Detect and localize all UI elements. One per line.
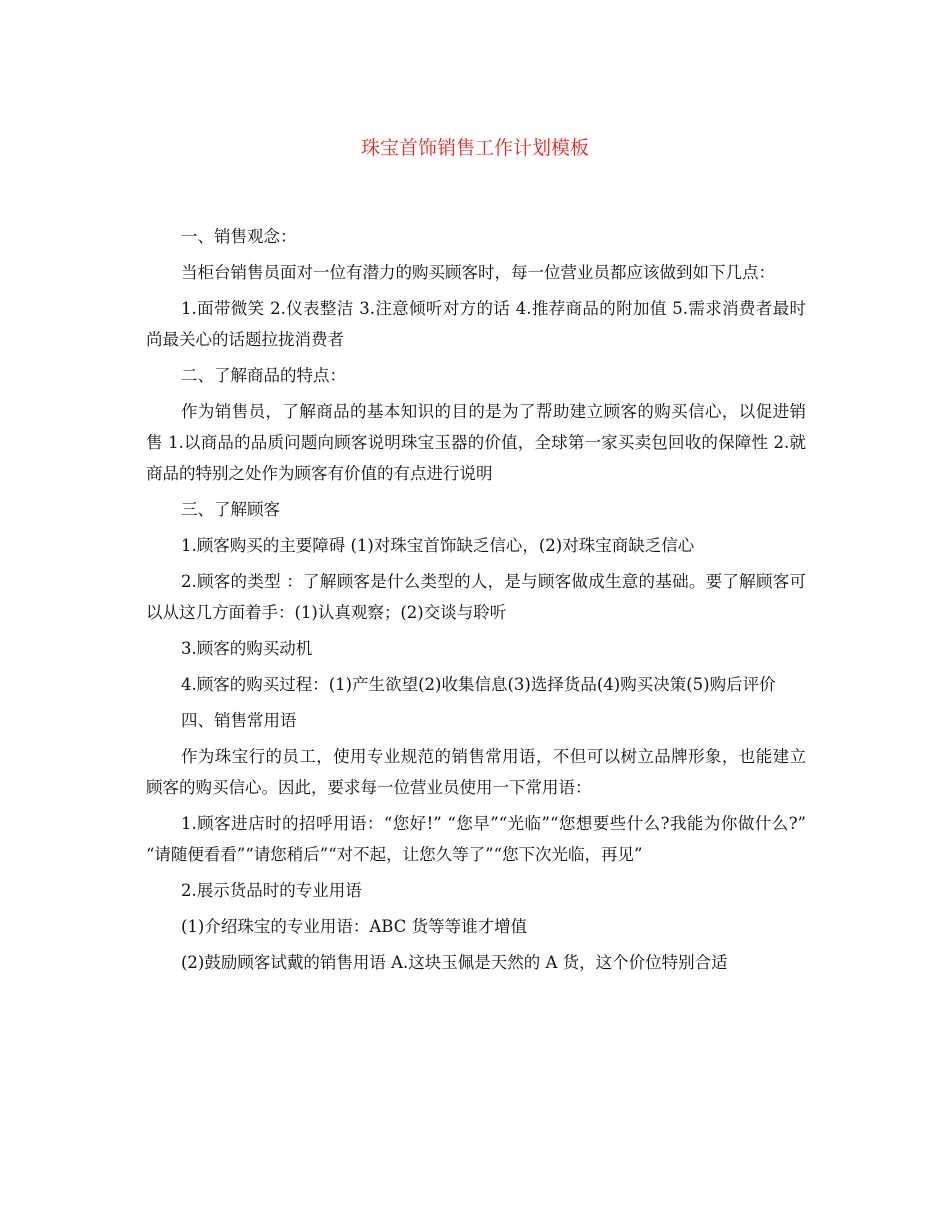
section-heading-sales-phrases: 四、销售常用语 (181, 711, 297, 730)
paragraph: 4.顾客的购买过程：(1)产生欲望(2)收集信息(3)选择货品(4)购买决策(5)购后评价 (181, 675, 776, 694)
paragraph: 作为销售员，了解商品的基本知识的目的是为了帮助建立顾客的购买信心，以促进销售 1.以商品的品质问题向顾客说明珠宝玉器的价值，全球第一家买卖包回收的保障性 2.就商品的特别之处作为顾客有价值的有点进行说明 (146, 402, 806, 483)
paragraph: (1)介绍珠宝的专业用语：ABC 货等等谁才增值 (181, 917, 528, 936)
paragraph: 2.顾客的类型 ：了解顾客是什么类型的人，是与顾客做成生意的基础。要了解顾客可以从这几方面着手：(1)认真观察；(2)交谈与聆听 (146, 572, 806, 622)
document-body (146, 221, 806, 978)
document-title: 珠宝首饰销售工作计划模板 (360, 137, 589, 159)
paragraph: 3.顾客的购买动机 (181, 639, 313, 658)
paragraph: 2.展示货品时的专业用语 (181, 881, 362, 900)
paragraph: 1.顾客进店时的招呼用语：“您好!” “您早”“光临”“您想要些什么?我能为你做什么?” “请随便看看”“请您稍后”“对不起，让您久等了”“您下次光临，再见” (146, 814, 806, 864)
paragraph: (2)鼓励顾客试戴的销售用语 A.这块玉佩是天然的 A 货，这个价位特别合适 (181, 953, 728, 972)
paragraph: 1.面带微笑 2.仪表整洁 3.注意倾听对方的话 4.推荐商品的附加值 5.需求消费者最时尚最关心的话题拉拢消费者 (146, 299, 806, 349)
paragraph: 作为珠宝行的员工，使用专业规范的销售常用语，不但可以树立品牌形象，也能建立顾客的购买信心。因此，要求每一位营业员使用一下常用语： (146, 747, 806, 797)
paragraph: 1.顾客购买的主要障碍 (1)对珠宝首饰缺乏信心，(2)对珠宝商缺乏信心 (181, 536, 695, 555)
section-heading-know-customers: 三、了解顾客 (181, 500, 280, 519)
section-heading-sales-concept: 一、销售观念： (181, 227, 297, 246)
paragraph: 当柜台销售员面对一位有潜力的购买顾客时，每一位营业员都应该做到如下几点： (181, 263, 775, 282)
section-heading-product-features: 二、了解商品的特点： (181, 366, 346, 385)
